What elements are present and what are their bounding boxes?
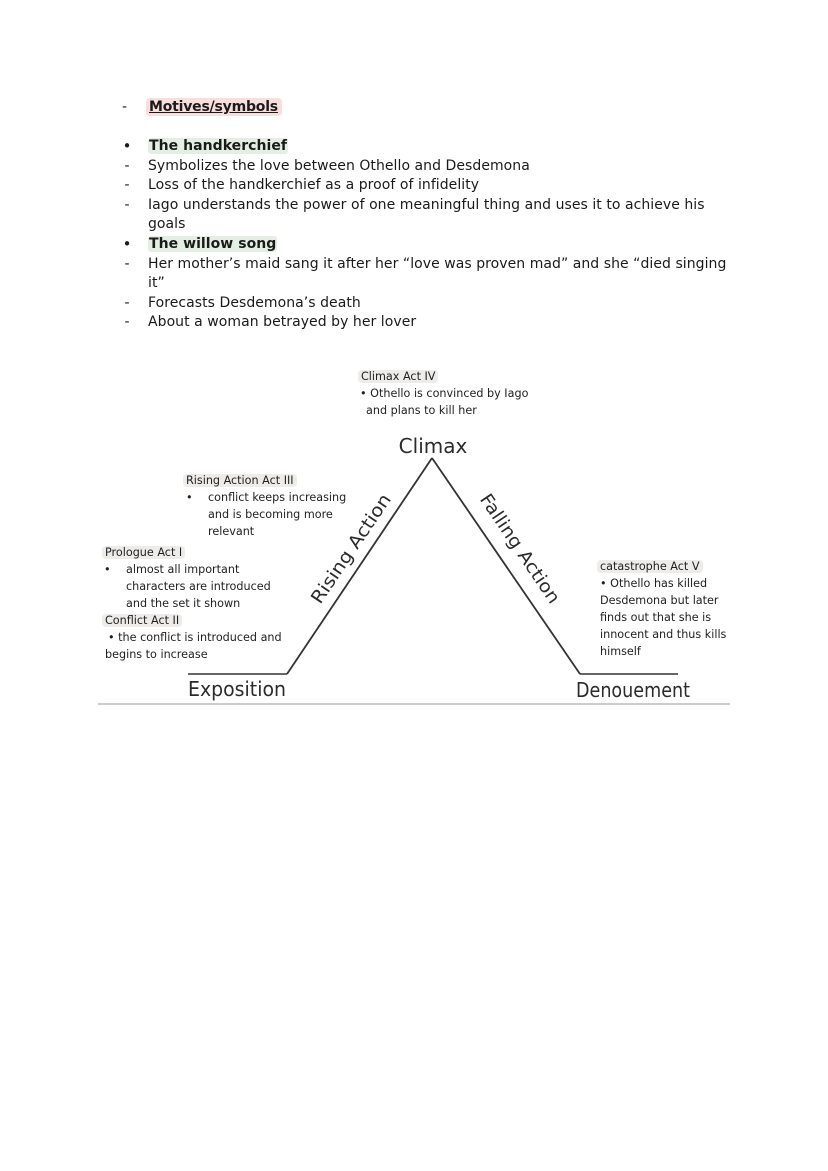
climax-note-line2: and plans to kill her <box>366 404 477 417</box>
list-item-text: Her mother’s maid sang it after her “love was proven mad” and she “died singing it” <box>148 255 727 292</box>
catastrophe-note <box>597 558 726 660</box>
section-heading: Motives/symbols <box>146 98 282 116</box>
list-item-text: Iago understands the power of one meaningful thing and uses it to achieve his goals <box>148 196 705 233</box>
list-item-text: About a woman betrayed by her lover <box>148 314 417 331</box>
climax-label: Climax <box>398 434 468 458</box>
prologue-note-line3: and the set it shown <box>126 597 241 610</box>
denouement-label: Denouement <box>576 678 691 702</box>
conflict-note-line1: • the conflict is introduced and <box>108 631 282 644</box>
dash-marker: - <box>124 255 130 272</box>
prologue-note-line2: characters are introduced <box>126 580 271 593</box>
rising-action-note <box>183 472 346 540</box>
catastrophe-note-line1: • Othello has killed <box>600 577 708 590</box>
falling-line <box>432 458 580 674</box>
symbol-title: The willow song <box>149 235 277 252</box>
rising-note-bullet: • <box>186 491 193 504</box>
exposition-label: Exposition <box>188 677 286 701</box>
climax-note-line1: • Othello is convinced by Iago <box>360 387 529 400</box>
list-item-text: Forecasts Desdemona’s death <box>148 294 361 311</box>
conflict-note-line2: begins to increase <box>105 648 208 661</box>
dash-marker: - <box>124 196 130 213</box>
dash-marker: - <box>124 294 130 311</box>
conflict-note <box>102 612 282 663</box>
catastrophe-note-line5: himself <box>600 645 641 658</box>
prologue-note-line1: almost all important <box>126 563 240 576</box>
dash-marker: - <box>124 177 130 194</box>
heading-dash-marker: - <box>122 99 128 115</box>
dash-marker: - <box>124 157 130 174</box>
bullet-marker: • <box>122 234 132 253</box>
conflict-note-tag: Conflict Act II <box>102 614 182 627</box>
rising-note-tag: Rising Action Act III <box>183 474 297 487</box>
catastrophe-note-line3: finds out that she is <box>600 611 712 624</box>
bullet-marker: • <box>122 137 132 155</box>
list-item-text: Loss of the handkerchief as a proof of infidelity <box>148 177 480 194</box>
dash-marker: - <box>124 314 130 331</box>
prologue-note-tag: Prologue Act I <box>102 546 185 559</box>
rising-action-label: Rising Action <box>306 499 390 608</box>
prologue-note <box>102 544 271 612</box>
catastrophe-note-line2: Desdemona but later <box>600 594 719 607</box>
prologue-note-bullet: • <box>104 563 111 576</box>
rising-note-line2: and is becoming more <box>208 508 333 521</box>
rising-note-line3: relevant <box>208 525 255 538</box>
catastrophe-note-line4: innocent and thus kills <box>600 628 727 641</box>
falling-action-label: Falling Action <box>475 489 560 601</box>
rising-note-line1: conflict keeps increasing <box>208 491 347 504</box>
list-item-text: Symbolizes the love between Othello and Desdemona <box>148 157 530 174</box>
catastrophe-note-tag: catastrophe Act V <box>597 560 703 573</box>
climax-note-tag: Climax Act IV <box>358 370 438 383</box>
symbol-title: The handkerchief <box>149 138 288 154</box>
climax-note <box>358 368 528 419</box>
